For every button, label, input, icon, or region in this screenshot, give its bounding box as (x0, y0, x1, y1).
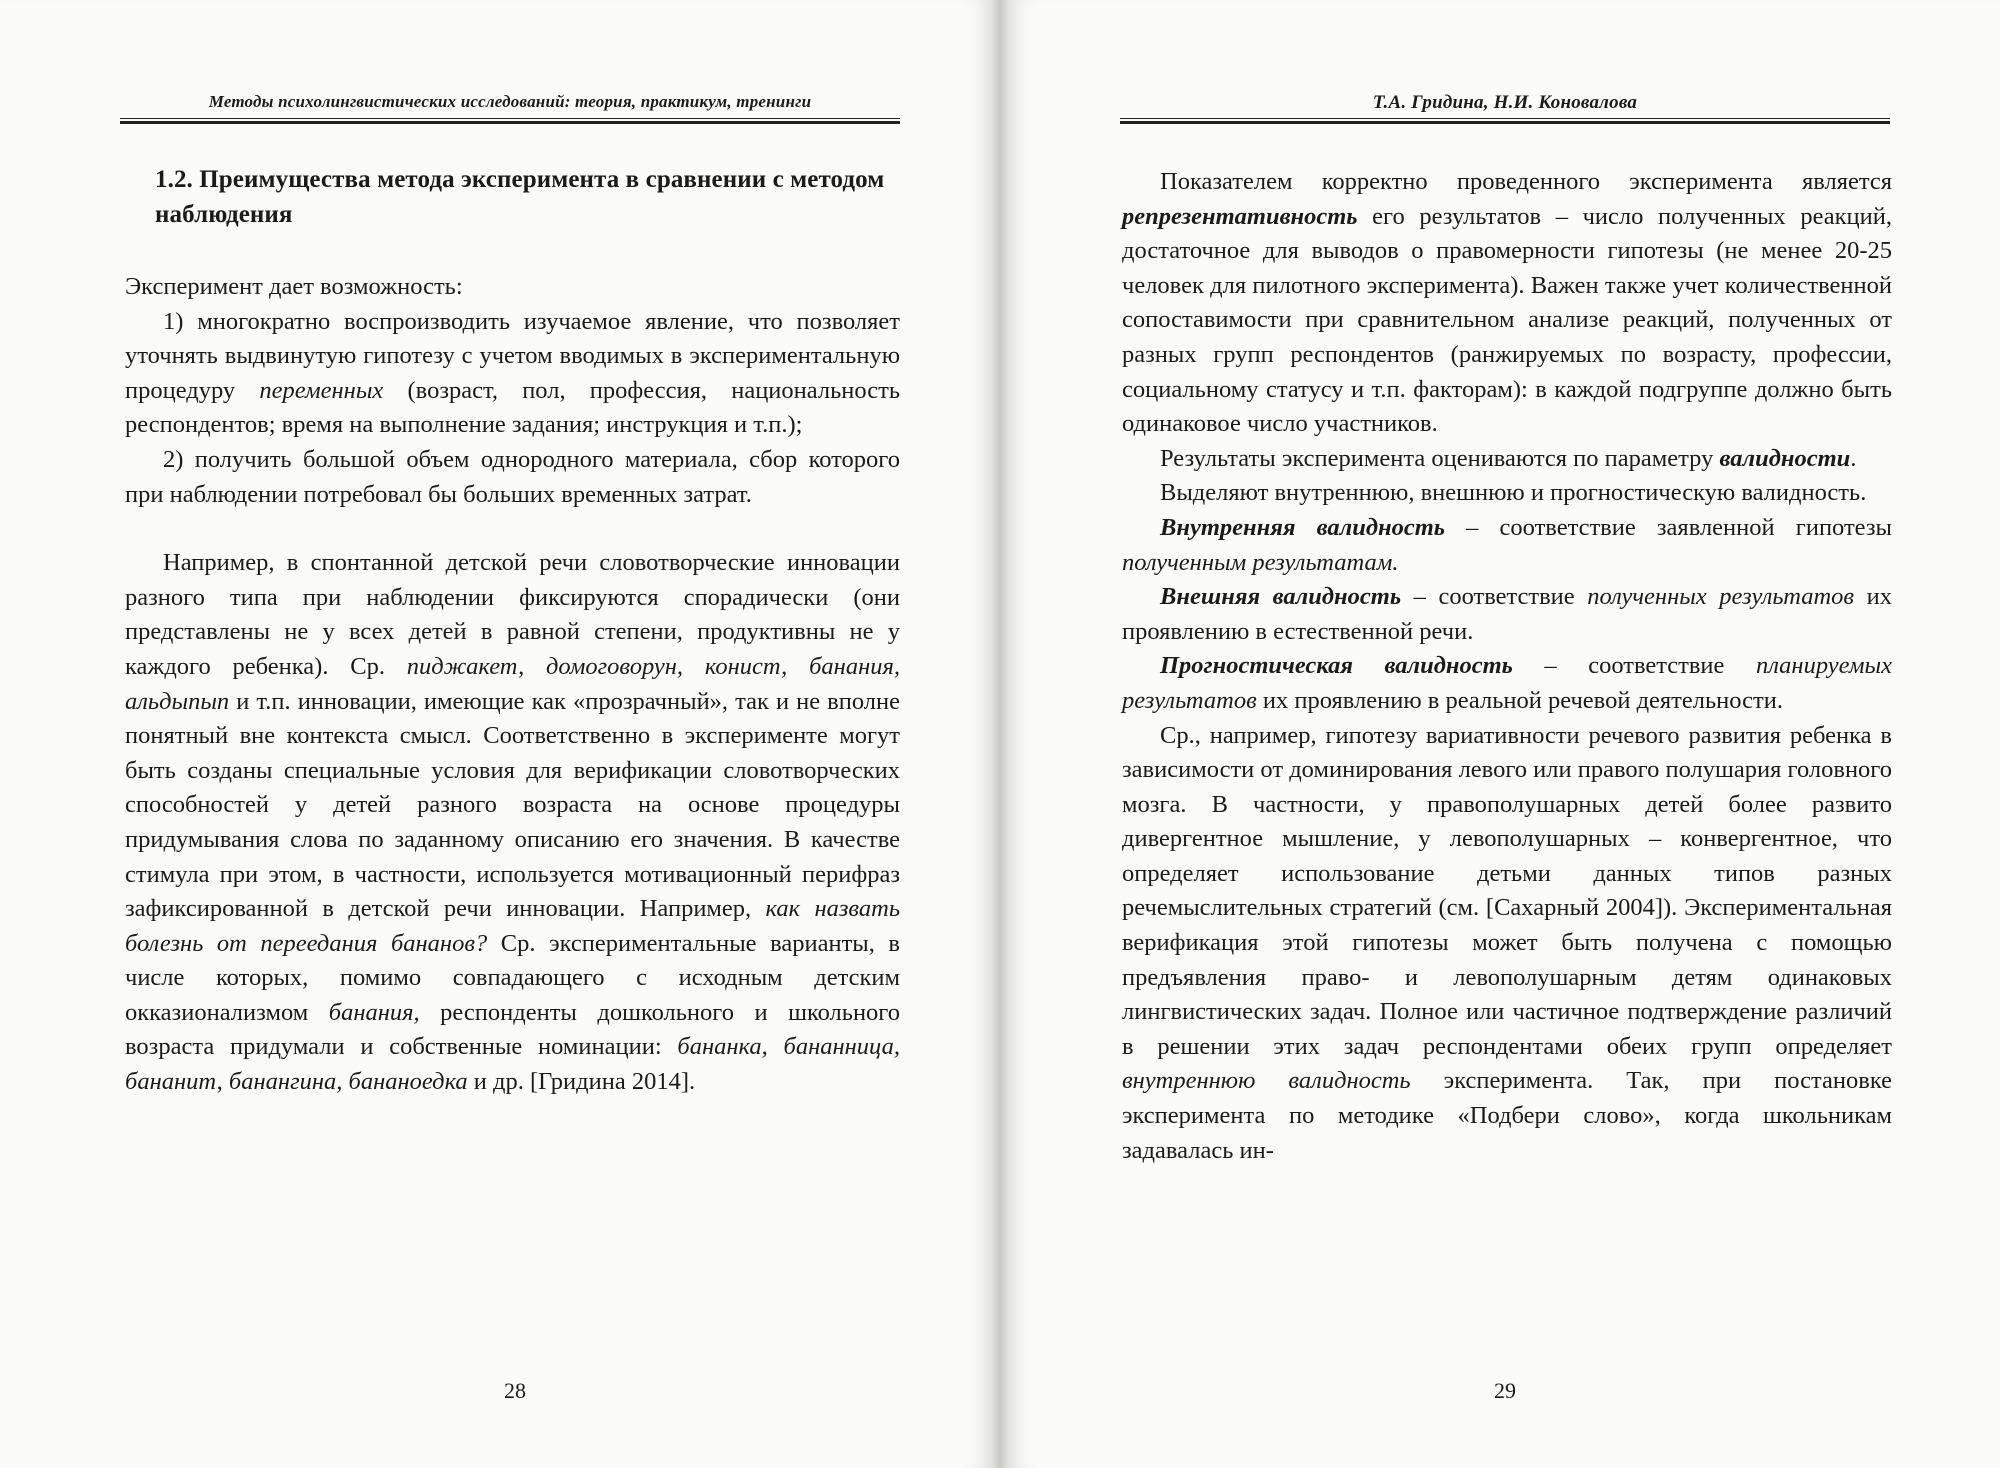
italic-examples: пиджакет, домоговорун, конист, банания, альдыпып (125, 652, 900, 715)
paragraph (1122, 165, 1892, 442)
paragraph (1122, 719, 1892, 1169)
paragraph: Выделяют внутреннюю, внешнюю и прогностическую валидность. (1160, 479, 1867, 507)
text-run: и др. [Гридина 2014]. (467, 1068, 696, 1096)
italic-term: переменных (259, 376, 384, 404)
right-page-text (1122, 165, 1892, 1168)
text-run: эксперимента. Так, при постановке эксперимента по методике «Подбери слово», когда школьникам задавалась ин- (1122, 1067, 1892, 1164)
running-head-right: Т.А. Гридина, Н.И. Коновалова (1372, 92, 1638, 113)
header-rule-right (1120, 118, 1890, 124)
page-number-left: 28 (504, 1378, 526, 1403)
italic-term: банания, (328, 998, 420, 1026)
left-page-text (125, 162, 900, 1100)
left-page (0, 0, 990, 1468)
text-run: и т.п. инновации, имеющие как «прозрачный», так и не вполне понятный вне контекста смысл. Соответственно в эксперименте могут быть созданы специальные условия для верификации словотворческих способностей у детей разного возраста на основе процедуры придумывания слова по заданному описанию его значения. В качестве стимула при этом, в частности, используется мотивационный перифраз зафиксированной в детской речи инновации. Например, (125, 687, 900, 923)
right-page (1010, 0, 2000, 1468)
text-run: Например, в спонтанной детской речи словотворческие инновации разного типа при наблюдении фиксируются спорадически (они представлены не у всех детей в равной степени, продуктивны не у каждого ребенка). Ср. (125, 549, 900, 680)
paragraph (125, 305, 900, 443)
text-run: . (1850, 444, 1857, 472)
paragraph (1122, 649, 1892, 718)
italic-term: полученным результатам. (1122, 548, 1399, 576)
paragraph (1122, 442, 1892, 477)
text-run: Показателем корректно проведенного эксперимента является (1160, 168, 1892, 195)
paragraph: 2) получить большой объем однородного материала, сбор которого при наблюдении потребовал бы больших временных затрат. (125, 445, 900, 508)
paragraph (1122, 511, 1892, 580)
text-run: 1) многократно воспроизводить изучаемое явление, что позволяет уточнять выдвинутую гипотезу с учетом вводимых в экспериментальную процедуру (125, 307, 900, 404)
bold-italic-term: Внутренняя валидность (1160, 513, 1445, 541)
text-run: – соответствие заявленной гипотезы (1444, 513, 1892, 541)
text-run: респонденты дошкольного и школьного возраста придумали и собственные номинации: (125, 998, 900, 1061)
text-run: – соответствие (1401, 583, 1588, 611)
bold-italic-term: валидности (1719, 444, 1851, 472)
running-head-left: Методы психолингвистических исследований: теория, практикум, тренинги (208, 92, 812, 111)
italic-term: внутреннюю валидность (1122, 1067, 1411, 1095)
book-gutter (990, 0, 1010, 1468)
text-run: – соответствие (1512, 652, 1756, 680)
text-run: Ср. экспериментальные варианты, в числе которых, помимо совпадающего с исходным детским окказионализмом (125, 929, 900, 1026)
bold-italic-term: репрезентативность (1122, 202, 1358, 230)
bold-italic-term: Прогностическая валидность (1160, 652, 1513, 680)
text-run: его результатов – число полученных реакций, достаточное для выводов о правомерности гипотезы (не менее 20-25 человек для пилотного эксперимента). Важен также учет количественной сопоставимости при сравнительном анализе реакций, полученных от разных групп респондентов (ранжируемых по возрасту, профессии, социальному статусу и т.п. факторам): в каждой подгруппе должно быть одинаковое число участников. (1122, 202, 1892, 438)
page-number-right: 29 (1494, 1378, 1516, 1403)
paragraph (125, 546, 900, 1100)
italic-term: планируемых результатов (1122, 652, 1892, 714)
text-run: их проявлению в естественной речи. (1122, 583, 1892, 645)
paragraph: Эксперимент дает возможность: (125, 273, 463, 300)
italic-term: полученных результатов (1587, 583, 1855, 611)
bold-italic-term: Внешняя валидность (1160, 583, 1402, 611)
header-rule-left (120, 118, 900, 124)
text-run: Ср., например, гипотезу вариативности речевого развития ребенка в зависимости от доминирования левого или правого полушария головного мозга. В частности, у правополушарных детей более развито дивергентное мышление, у левополушарных – конвергентное, что определяет использование детьми данных типов разных речемыслительных стратегий (см. [Сахарный 2004]). Экспериментальная верификация этой гипотезы может быть получена с помощью предъявления право- и левополушарным детям одинаковых лингвистических задач. Полное или частичное подтверждение различий в решении этих задач респондентами обеих групп определяет (1122, 721, 1892, 1060)
italic-question: как назвать болезнь от переедания бананов? (125, 895, 900, 957)
paragraph (1122, 580, 1892, 649)
text-run: Результаты эксперимента оцениваются по параметру (1160, 444, 1720, 472)
text-run: их проявлению в реальной речевой деятельности. (1256, 686, 1783, 714)
italic-examples: бананка, бананница, бананит, банангина, бананоедка (125, 1033, 900, 1096)
text-run: (возраст, пол, профессия, национальность респондентов; время на выполнение задания; инструкция и т.п.); (125, 376, 900, 439)
section-heading: 1.2. Преимущества метода эксперимента в сравнении с методом наблюдения (155, 166, 885, 228)
